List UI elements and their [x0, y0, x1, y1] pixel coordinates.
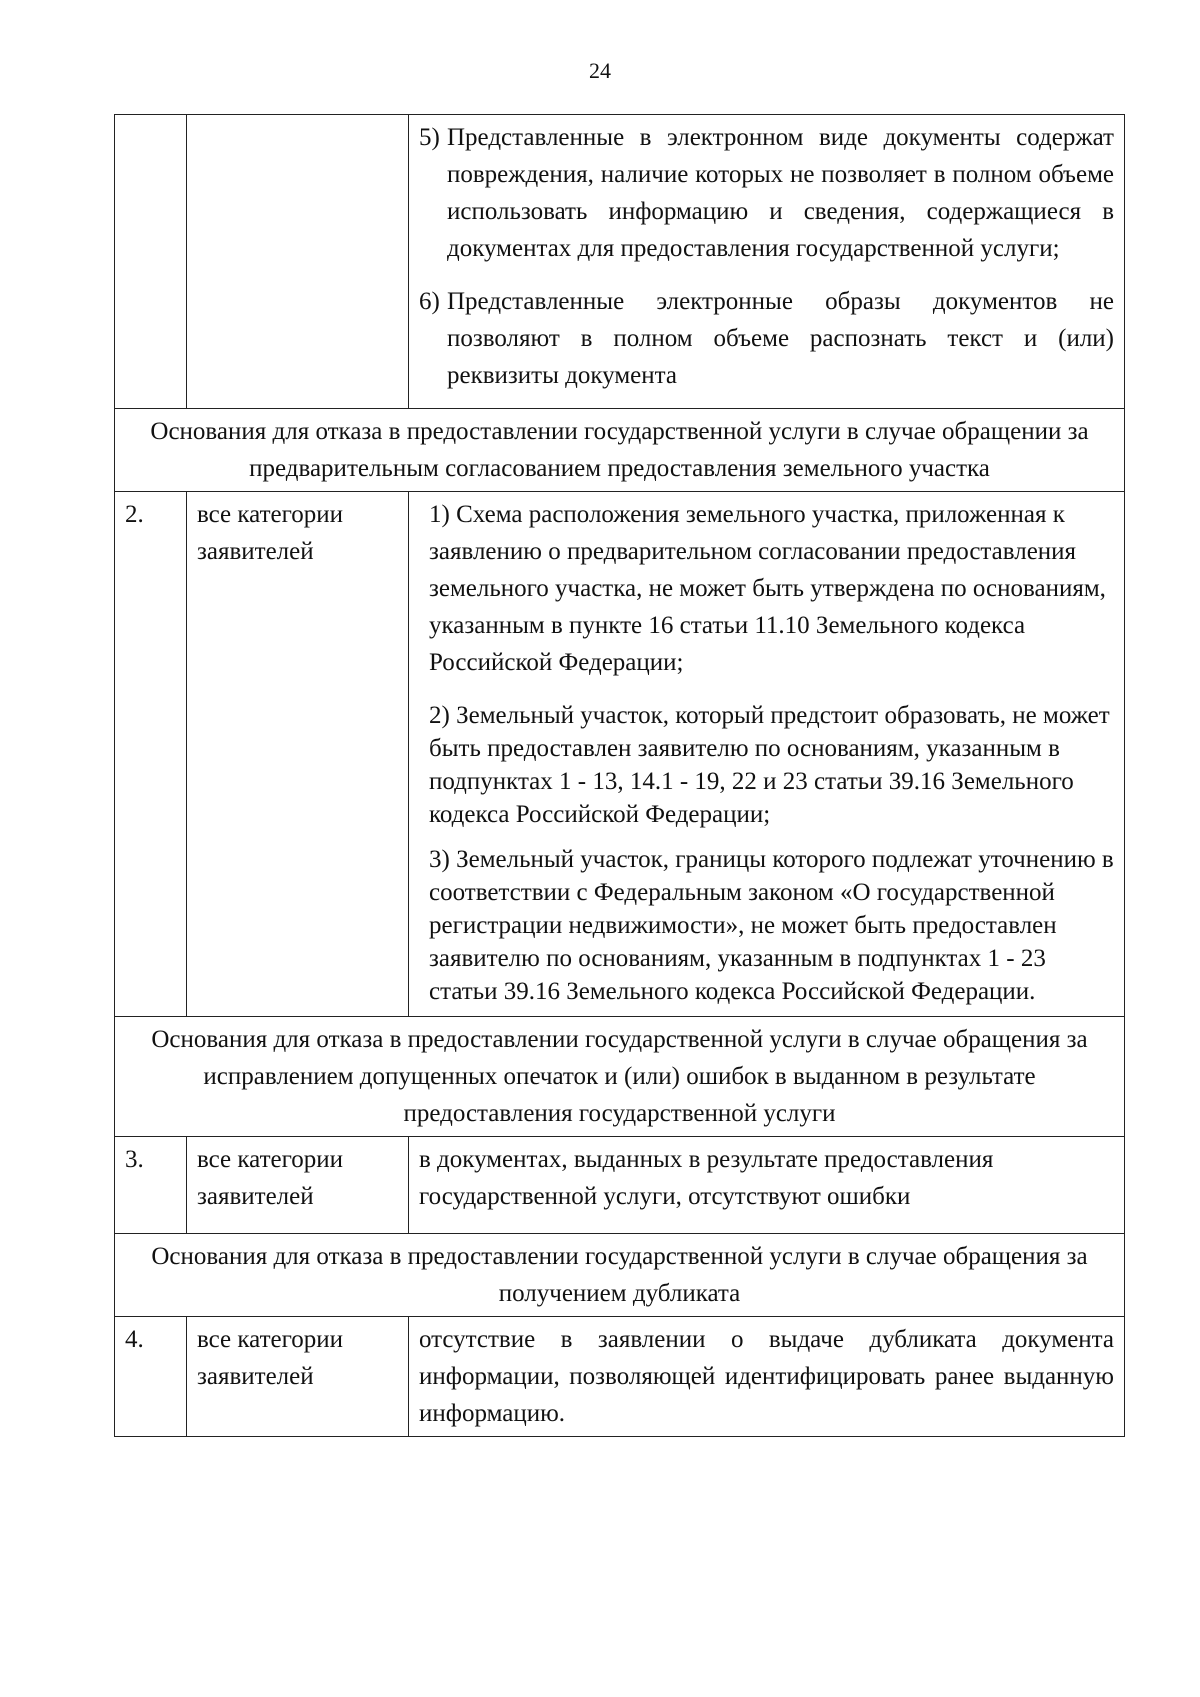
- section-heading: Основания для отказа в предоставлении государственной услуги в случае обращения за получением дубликата: [115, 1234, 1125, 1317]
- ground-item: 3) Земельный участок, границы которого подлежат уточнению в соответствии с Федеральным законом «О государственной регистрации недвижимости», не может быть предоставлен заявителю по основаниям, указанным в подпунктах 1 - 23 статьи 39.16 Земельного кодекса Российской Федерации.: [429, 846, 1114, 1005]
- item-number: 6): [419, 288, 440, 315]
- refusal-grounds: отсутствие в заявлении о выдаче дубликата документа информации, позволяющей идентифицировать ранее выданную информацию.: [409, 1317, 1125, 1437]
- table-row: [115, 492, 1125, 1017]
- table-row: [115, 1137, 1125, 1234]
- list-item: [419, 283, 1114, 394]
- cell-number: [115, 115, 187, 409]
- row-number: 4.: [115, 1317, 187, 1437]
- ground-item: 1) Схема расположения земельного участка, приложенная к заявлению о предварительном согласовании предоставления земельного участка, не может быть утверждена по основаниям, указанным в пункте 16 статьи 11.10 Земельного кодекса Российской Федерации;: [429, 501, 1106, 676]
- refusal-grounds-table: [114, 114, 1125, 1437]
- applicant-category: все категории заявителей: [187, 492, 409, 1017]
- section-heading: Основания для отказа в предоставлении государственной услуги в случае обращения за исправлением допущенных опечаток и (или) ошибок в выданном в результате предоставления государственной услуги: [115, 1017, 1125, 1137]
- row-number: 3.: [115, 1137, 187, 1234]
- row-number: 2.: [115, 492, 187, 1017]
- section-header-row: [115, 1234, 1125, 1317]
- cell-grounds: [409, 115, 1125, 409]
- table-row-continuation: [115, 115, 1125, 409]
- table-row: [115, 1317, 1125, 1437]
- item-text: Представленные электронные образы документов не позволяют в полном объеме распознать текст и (или) реквизиты документа: [447, 288, 1114, 389]
- refusal-grounds: [409, 492, 1125, 1017]
- applicant-category: все категории заявителей: [187, 1137, 409, 1234]
- cell-category: [187, 115, 409, 409]
- item-number: 5): [419, 124, 440, 151]
- ground-item: 2) Земельный участок, который предстоит образовать, не может быть предоставлен заявителю по основаниям, указанным в подпунктах 1 - 13, 14.1 - 19, 22 и 23 статьи 39.16 Земельного кодекса Российской Федерации;: [429, 702, 1110, 828]
- section-header-row: [115, 409, 1125, 492]
- list-item: [419, 119, 1114, 267]
- refusal-grounds: в документах, выданных в результате предоставления государственной услуги, отсутствуют ошибки: [409, 1137, 1125, 1234]
- page-number: 24: [589, 58, 611, 83]
- item-text: Представленные в электронном виде документы содержат повреждения, наличие которых не позволяет в полном объеме использовать информацию и сведения, содержащиеся в документах для предоставления государственной услуги;: [447, 124, 1114, 262]
- applicant-category: все категории заявителей: [187, 1317, 409, 1437]
- section-heading: Основания для отказа в предоставлении государственной услуги в случае обращении за предварительным согласованием предоставления земельного участка: [115, 409, 1125, 492]
- section-header-row: [115, 1017, 1125, 1137]
